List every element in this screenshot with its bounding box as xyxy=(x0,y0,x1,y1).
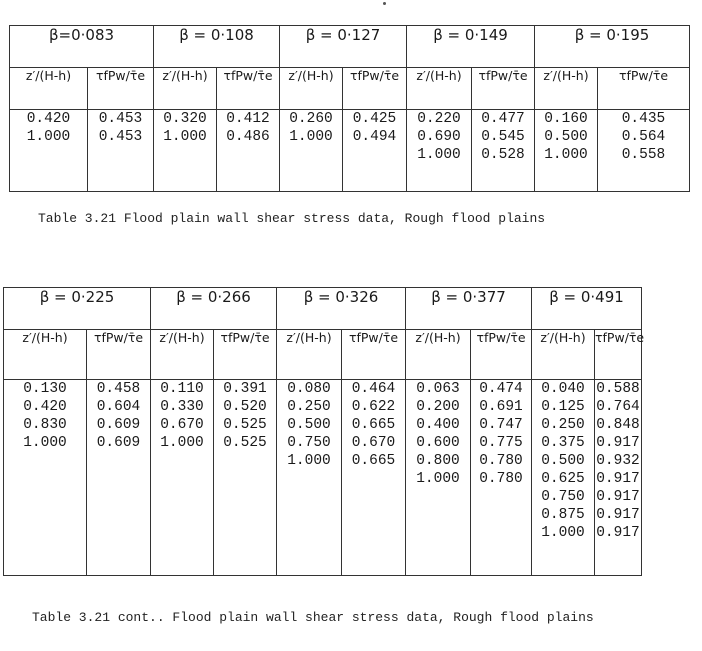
table-value: 0.220 xyxy=(417,111,461,127)
table-value: 0.063 xyxy=(416,381,460,397)
table-value: 1.000 xyxy=(544,147,588,163)
beta-header: β = 0·127 xyxy=(280,26,407,68)
table-value: 0.520 xyxy=(223,399,267,415)
beta-row xyxy=(10,26,690,68)
table-value: 0.486 xyxy=(226,129,270,145)
column-header-shear-ratio: τfPw/τ̄e xyxy=(87,330,151,380)
column-header-shear-ratio: τfPw/τ̄e xyxy=(598,68,690,110)
table-value: 0.260 xyxy=(289,111,333,127)
table-value: 1.000 xyxy=(416,471,460,487)
depth-ratio-cell xyxy=(154,110,217,192)
table-value: 0.458 xyxy=(96,381,141,397)
table-value: 0.750 xyxy=(541,489,585,505)
table-value: 0.848 xyxy=(596,417,640,433)
table-value: 0.525 xyxy=(223,417,267,433)
table-value: 0.588 xyxy=(596,381,640,397)
table-value: 0.780 xyxy=(479,453,523,469)
table-value: 1.000 xyxy=(289,129,333,145)
column-header-row xyxy=(4,330,642,380)
table-value: 0.435 xyxy=(621,111,666,127)
table-value: 0.917 xyxy=(596,525,640,541)
table-value: 1.000 xyxy=(287,453,331,469)
table-value: 0.420 xyxy=(23,399,67,415)
table-value: 0.200 xyxy=(416,399,460,415)
table-value: 0.932 xyxy=(596,453,640,469)
shear-ratio-cell xyxy=(214,380,277,576)
depth-ratio-cell xyxy=(535,110,598,192)
table-value: 0.600 xyxy=(416,435,460,451)
beta-row xyxy=(4,288,642,330)
table-value: 0.665 xyxy=(351,417,396,433)
table-value: 0.080 xyxy=(287,381,331,397)
scan-speck xyxy=(383,2,386,5)
table-value: 0.130 xyxy=(23,381,67,397)
beta-header: β=0·083 xyxy=(10,26,154,68)
beta-header: β = 0·326 xyxy=(277,288,406,330)
column-header-depth-ratio: z′/(H-h) xyxy=(4,330,87,380)
column-header-shear-ratio: τfPw/τ̄e xyxy=(472,68,535,110)
table-value: 0.747 xyxy=(479,417,523,433)
beta-header: β = 0·377 xyxy=(406,288,532,330)
table-value: 0.691 xyxy=(479,399,523,415)
table-value: 0.800 xyxy=(416,453,460,469)
table-value: 0.665 xyxy=(351,453,396,469)
table-value: 0.525 xyxy=(223,435,267,451)
table-value: 0.250 xyxy=(287,399,331,415)
table-value: 0.391 xyxy=(223,381,267,397)
depth-ratio-cell xyxy=(277,380,342,576)
column-header-depth-ratio: z′/(H-h) xyxy=(406,330,471,380)
beta-header: β = 0·225 xyxy=(4,288,151,330)
table-value: 0.670 xyxy=(160,417,204,433)
table-value: 0.330 xyxy=(160,399,204,415)
table-value: 0.040 xyxy=(541,381,585,397)
table-value: 0.528 xyxy=(481,147,525,163)
table-value: 1.000 xyxy=(160,435,204,451)
column-header-depth-ratio: z′/(H-h) xyxy=(151,330,214,380)
shear-ratio-cell xyxy=(342,380,406,576)
table-value: 0.420 xyxy=(26,111,71,127)
table-value: 0.464 xyxy=(351,381,396,397)
table-value: 0.412 xyxy=(226,111,270,127)
column-header-shear-ratio: τfPw/τ̄e xyxy=(217,68,280,110)
column-header-shear-ratio: τfPw/τ̄e xyxy=(595,330,642,380)
column-header-shear-ratio: τfPw/τ̄e xyxy=(88,68,154,110)
table-value: 0.375 xyxy=(541,435,585,451)
depth-ratio-cell xyxy=(406,380,471,576)
table-value: 0.425 xyxy=(352,111,397,127)
table-value: 0.453 xyxy=(98,129,143,145)
table-value: 0.609 xyxy=(96,435,141,451)
table-value: 0.500 xyxy=(544,129,588,145)
table-value: 0.917 xyxy=(596,435,640,451)
table-value: 0.400 xyxy=(416,417,460,433)
table-value: 0.775 xyxy=(479,435,523,451)
table-value: 0.564 xyxy=(621,129,666,145)
table-value: 0.250 xyxy=(541,417,585,433)
column-header-shear-ratio: τfPw/τ̄e xyxy=(342,330,406,380)
shear-ratio-cell xyxy=(88,110,154,192)
table-value: 1.000 xyxy=(163,129,207,145)
table-value: 0.917 xyxy=(596,507,640,523)
table-value: 0.474 xyxy=(479,381,523,397)
table-value: 0.917 xyxy=(596,471,640,487)
table-value: 1.000 xyxy=(26,129,71,145)
depth-ratio-cell xyxy=(4,380,87,576)
column-header-depth-ratio: z′/(H-h) xyxy=(280,68,343,110)
table-value: 0.604 xyxy=(96,399,141,415)
table-value: 0.917 xyxy=(596,489,640,505)
shear-ratio-cell xyxy=(343,110,407,192)
table-value: 0.500 xyxy=(541,453,585,469)
table-value: 0.125 xyxy=(541,399,585,415)
table-value: 1.000 xyxy=(23,435,67,451)
table-value: 1.000 xyxy=(417,147,461,163)
column-header-shear-ratio: τfPw/τ̄e xyxy=(214,330,277,380)
table-value: 0.750 xyxy=(287,435,331,451)
table-value: 0.609 xyxy=(96,417,141,433)
column-header-shear-ratio: τfPw/τ̄e xyxy=(343,68,407,110)
depth-ratio-cell xyxy=(532,380,595,576)
column-header-depth-ratio: z′/(H-h) xyxy=(532,330,595,380)
depth-ratio-cell xyxy=(280,110,343,192)
column-header-depth-ratio: z′/(H-h) xyxy=(10,68,88,110)
column-header-depth-ratio: z′/(H-h) xyxy=(277,330,342,380)
beta-header: β = 0·266 xyxy=(151,288,277,330)
depth-ratio-cell xyxy=(10,110,88,192)
data-row xyxy=(10,110,690,192)
table-value: 0.625 xyxy=(541,471,585,487)
shear-ratio-cell xyxy=(471,380,532,576)
table-value: 0.453 xyxy=(98,111,143,127)
shear-ratio-cell xyxy=(472,110,535,192)
depth-ratio-cell xyxy=(151,380,214,576)
table-value: 1.000 xyxy=(541,525,585,541)
column-header-depth-ratio: z′/(H-h) xyxy=(154,68,217,110)
table-value: 0.494 xyxy=(352,129,397,145)
beta-header: β = 0·149 xyxy=(407,26,535,68)
table-value: 0.830 xyxy=(23,417,67,433)
shear-ratio-cell xyxy=(217,110,280,192)
table-value: 0.622 xyxy=(351,399,396,415)
table-caption: Table 3.21 cont.. Flood plain wall shear stress data, Rough flood plains xyxy=(32,610,594,625)
table-caption: Table 3.21 Flood plain wall shear stress data, Rough flood plains xyxy=(38,211,546,226)
table-value: 0.690 xyxy=(417,129,461,145)
table-value: 0.670 xyxy=(351,435,396,451)
table-value: 0.320 xyxy=(163,111,207,127)
table-value: 0.875 xyxy=(541,507,585,523)
depth-ratio-cell xyxy=(407,110,472,192)
column-header-depth-ratio: z′/(H-h) xyxy=(407,68,472,110)
shear-ratio-cell xyxy=(598,110,690,192)
table-value: 0.558 xyxy=(621,147,666,163)
column-header-row xyxy=(10,68,690,110)
beta-header: β = 0·491 xyxy=(532,288,642,330)
column-header-shear-ratio: τfPw/τ̄e xyxy=(471,330,532,380)
beta-header: β = 0·195 xyxy=(535,26,690,68)
table-value: 0.477 xyxy=(481,111,525,127)
shear-ratio-cell xyxy=(595,380,642,576)
table-value: 0.780 xyxy=(479,471,523,487)
table-value: 0.160 xyxy=(544,111,588,127)
table-value: 0.764 xyxy=(596,399,640,415)
beta-header: β = 0·108 xyxy=(154,26,280,68)
table-value: 0.500 xyxy=(287,417,331,433)
shear-stress-table-1 xyxy=(9,25,690,192)
shear-stress-table-2 xyxy=(3,287,645,576)
data-row xyxy=(4,380,642,576)
table-value: 0.545 xyxy=(481,129,525,145)
shear-ratio-cell xyxy=(87,380,151,576)
column-header-depth-ratio: z′/(H-h) xyxy=(535,68,598,110)
table-value: 0.110 xyxy=(160,381,204,397)
